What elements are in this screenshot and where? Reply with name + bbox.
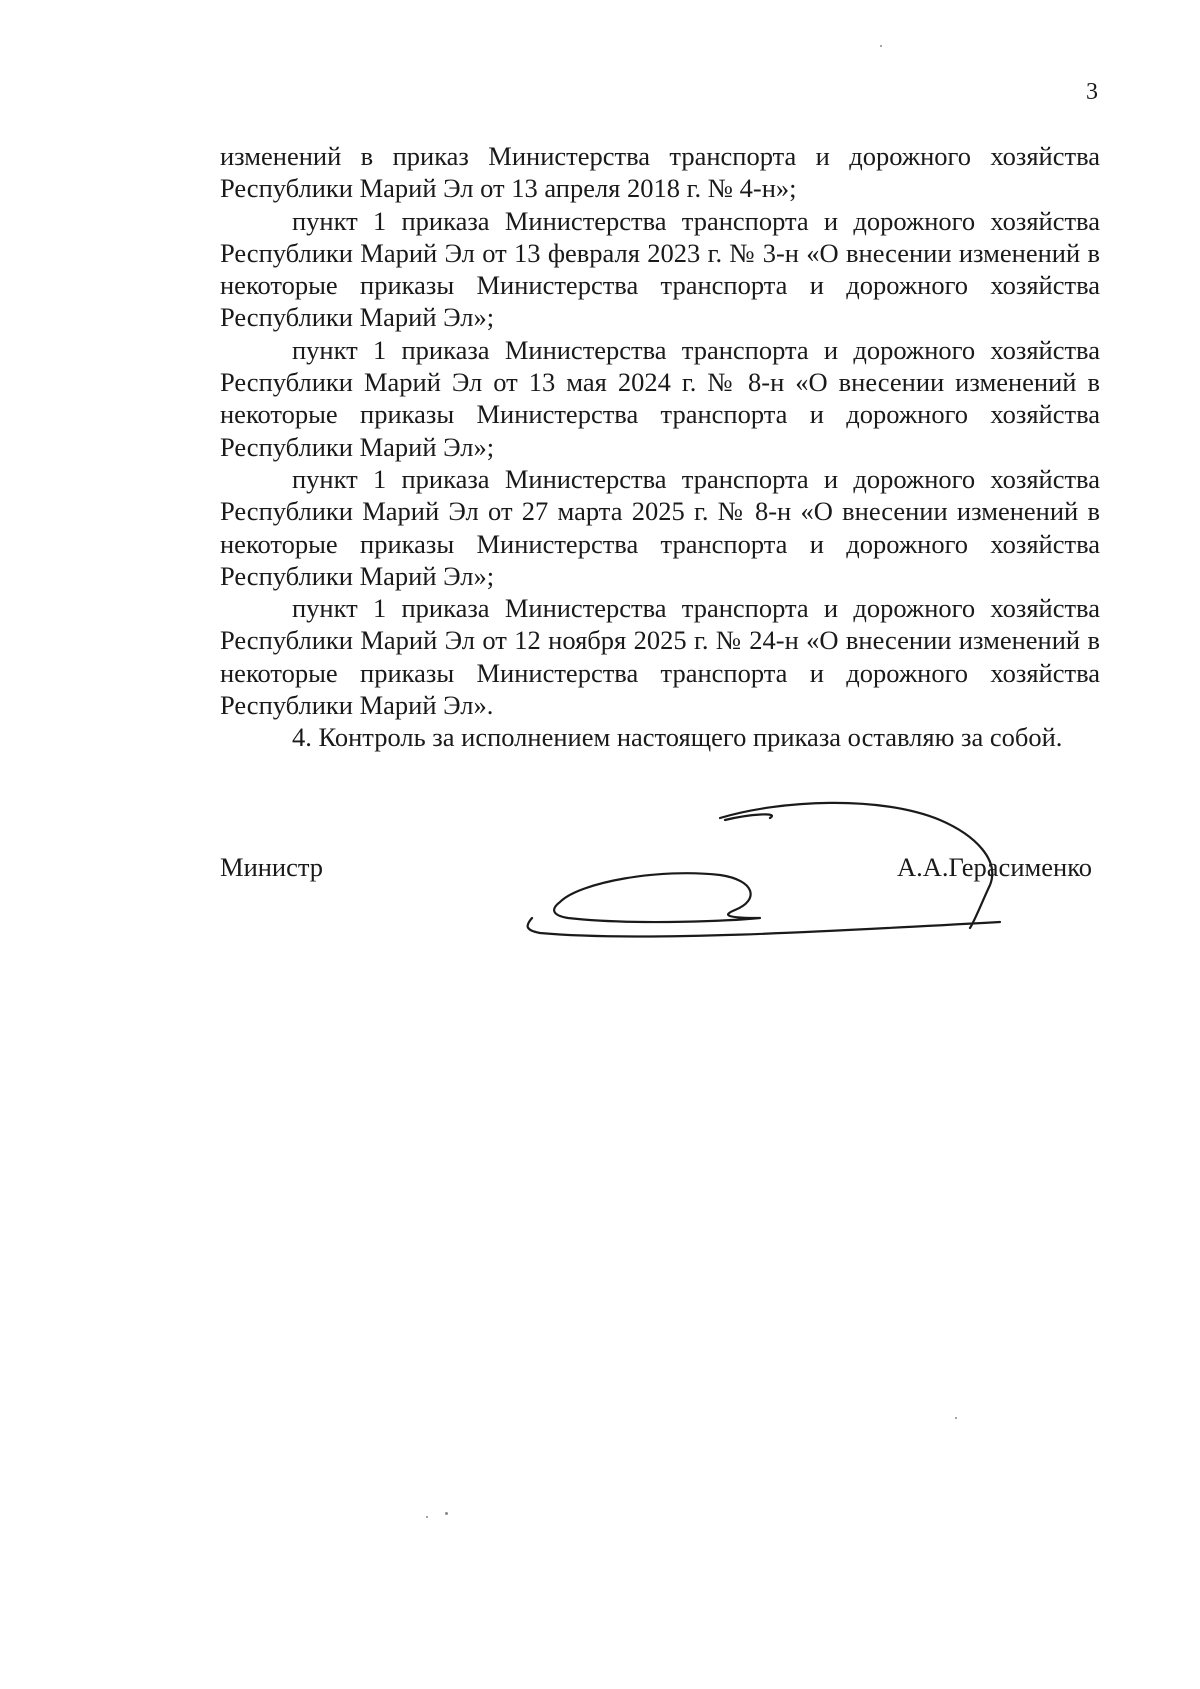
page-number: 3 [1086, 79, 1098, 105]
scan-speck [955, 1417, 957, 1419]
scan-speck [880, 45, 882, 47]
scan-speck [445, 1512, 448, 1515]
handwritten-signature [520, 790, 1040, 930]
paragraph-item: пункт 1 приказа Министерства транспорта и дорожного хозяйства Республики Марий Эл от 27 марта 2025 г. № 8-н «О внесении изменений в некоторые приказы Министерства транспорта и дорожного хозяйства Республики Марий Эл»; [220, 463, 1100, 591]
signatory-position: Министр [220, 852, 324, 882]
paragraph-item: пункт 1 приказа Министерства транспорта и дорожного хозяйства Республики Марий Эл от 13 мая 2024 г. № 8-н «О внесении изменений в некоторые приказы Министерства транспорта и дорожного хозяйства Республики Марий Эл»; [220, 334, 1100, 462]
paragraph-item: пункт 1 приказа Министерства транспорта и дорожного хозяйства Республики Марий Эл от 12 ноября 2025 г. № 24-н «О внесении изменений в некоторые приказы Министерства транспорта и дорожного хозяйства Республики Марий Эл». [220, 593, 1100, 721]
signatory-name: А.А.Герасименко [896, 852, 1092, 882]
paragraph-item: пункт 1 приказа Министерства транспорта и дорожного хозяйства Республики Марий Эл от 13 февраля 2023 г. № 3-н «О внесении изменений в некоторые приказы Министерства транспорта и дорожного хозяйства Республики Марий Эл»; [220, 205, 1100, 333]
scan-speck [426, 1516, 428, 1518]
document-body [220, 140, 1100, 754]
paragraph-continuation: изменений в приказ Министерства транспорта и дорожного хозяйства Республики Марий Эл от 13 апреля 2018 г. № 4-н»; [220, 141, 1100, 204]
paragraph-control-clause: 4. Контроль за исполнением настоящего приказа оставляю за собой. [292, 722, 1063, 753]
